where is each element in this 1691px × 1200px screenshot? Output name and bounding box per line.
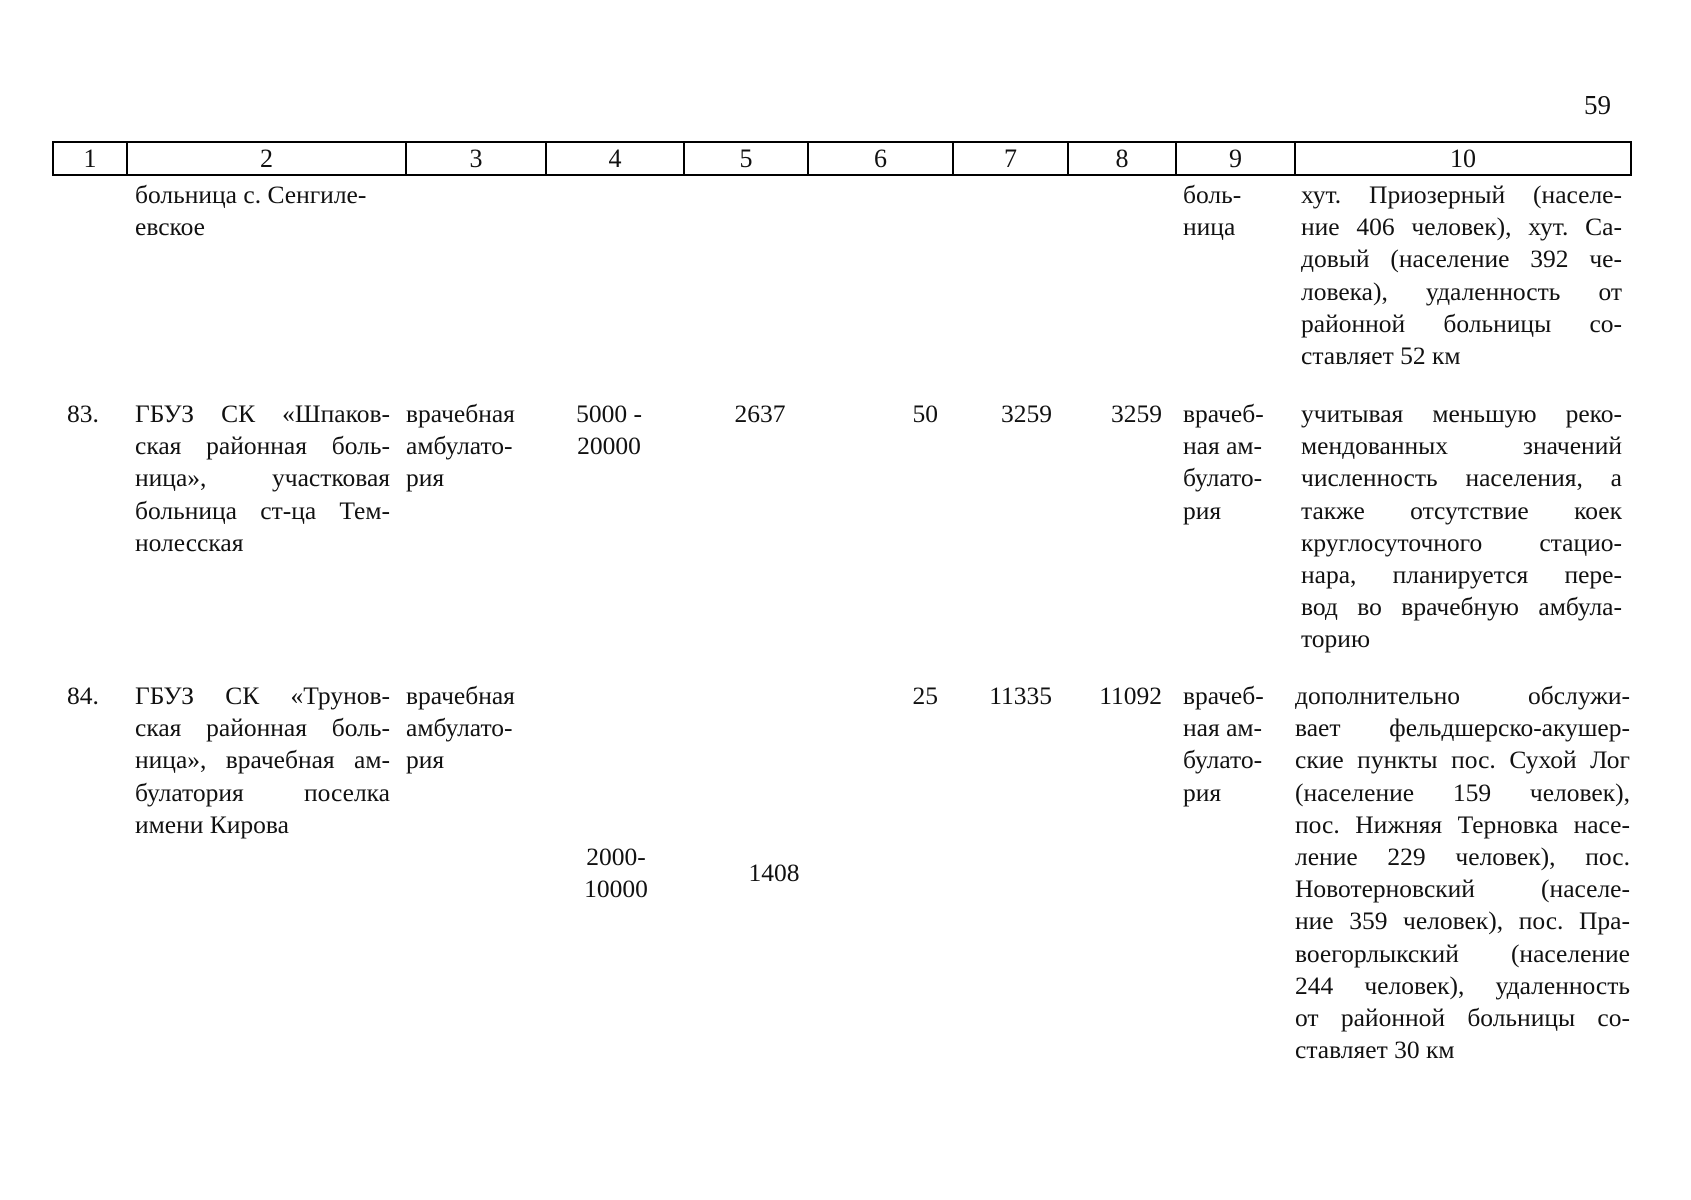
- cell-population-norm: 5000 - 20000: [576, 399, 642, 461]
- cell-institution: ГБУЗ СК «Трунов- ская районная боль- ница», врачебная ам- булатория поселка имени Кирова: [135, 681, 390, 839]
- cell-population-norm: 2000- 10000: [584, 842, 648, 904]
- column-header-4: 4: [545, 143, 683, 174]
- cell-current-type: врачебная амбулато- рия: [406, 681, 515, 775]
- column-header-8: 8: [1067, 143, 1175, 174]
- cell-value-8: 11092: [1099, 681, 1162, 710]
- cell-population-served: 1408: [748, 858, 800, 887]
- column-header-10: 10: [1294, 143, 1630, 174]
- table-header-row: [52, 141, 1632, 176]
- cell-institution: ГБУЗ СК «Шпаков- ская районная боль- ница», участковая больница ст-ца Тем- нолесская: [135, 399, 390, 557]
- cell-proposed-type: врачеб- ная ам- булато- рия: [1183, 399, 1264, 525]
- cell-proposed-type: врачеб- ная ам- булато- рия: [1183, 681, 1264, 807]
- cell-row-number: 83.: [67, 399, 99, 428]
- cell-value-6: 50: [912, 399, 938, 428]
- cell-notes: дополнительно обслужи- вает фельдшерско-акушер- ские пункты пос. Сухой Лог (население 159 человек), пос. Нижняя Терновка насе- ление 229 человек), пос. Новотерновский (населе- ние 359 человек), пос. Пра- воегорлыкский (население 244 человек), удаленность от районной больницы со- ставляет 30 км: [1295, 681, 1630, 1065]
- column-header-6: 6: [807, 143, 952, 174]
- cell-notes: хут. Приозерный (населе- ние 406 человек), хут. Са- довый (население 392 че- ловека), удаленность от районной больницы со- ставляет 52 км: [1301, 180, 1622, 371]
- column-header-9: 9: [1175, 143, 1294, 174]
- cell-value-7: 3259: [1001, 399, 1052, 428]
- column-header-2: 2: [126, 143, 405, 174]
- column-header-7: 7: [952, 143, 1067, 174]
- cell-value-7: 11335: [989, 681, 1052, 710]
- column-header-1: 1: [83, 144, 97, 173]
- cell-notes: учитывая меньшую реко- мендованных значений численность населения, а также отсутствие коек круглосуточного стацио- нара, планируется пере- вод во врачебную амбула- торию: [1301, 399, 1622, 654]
- column-header-3: 3: [405, 143, 545, 174]
- cell-population-served: 2637: [734, 399, 786, 428]
- cell-current-type: врачебная амбулато- рия: [406, 399, 515, 493]
- cell-value-8: 3259: [1111, 399, 1162, 428]
- page-number: 59: [1584, 90, 1611, 120]
- cell-row-number: 84.: [67, 681, 99, 710]
- cell-institution: больница с. Сенгиле- евское: [135, 180, 367, 242]
- cell-value-6: 25: [912, 681, 938, 710]
- column-header-5: 5: [683, 143, 807, 174]
- cell-proposed-type: боль- ница: [1183, 180, 1242, 242]
